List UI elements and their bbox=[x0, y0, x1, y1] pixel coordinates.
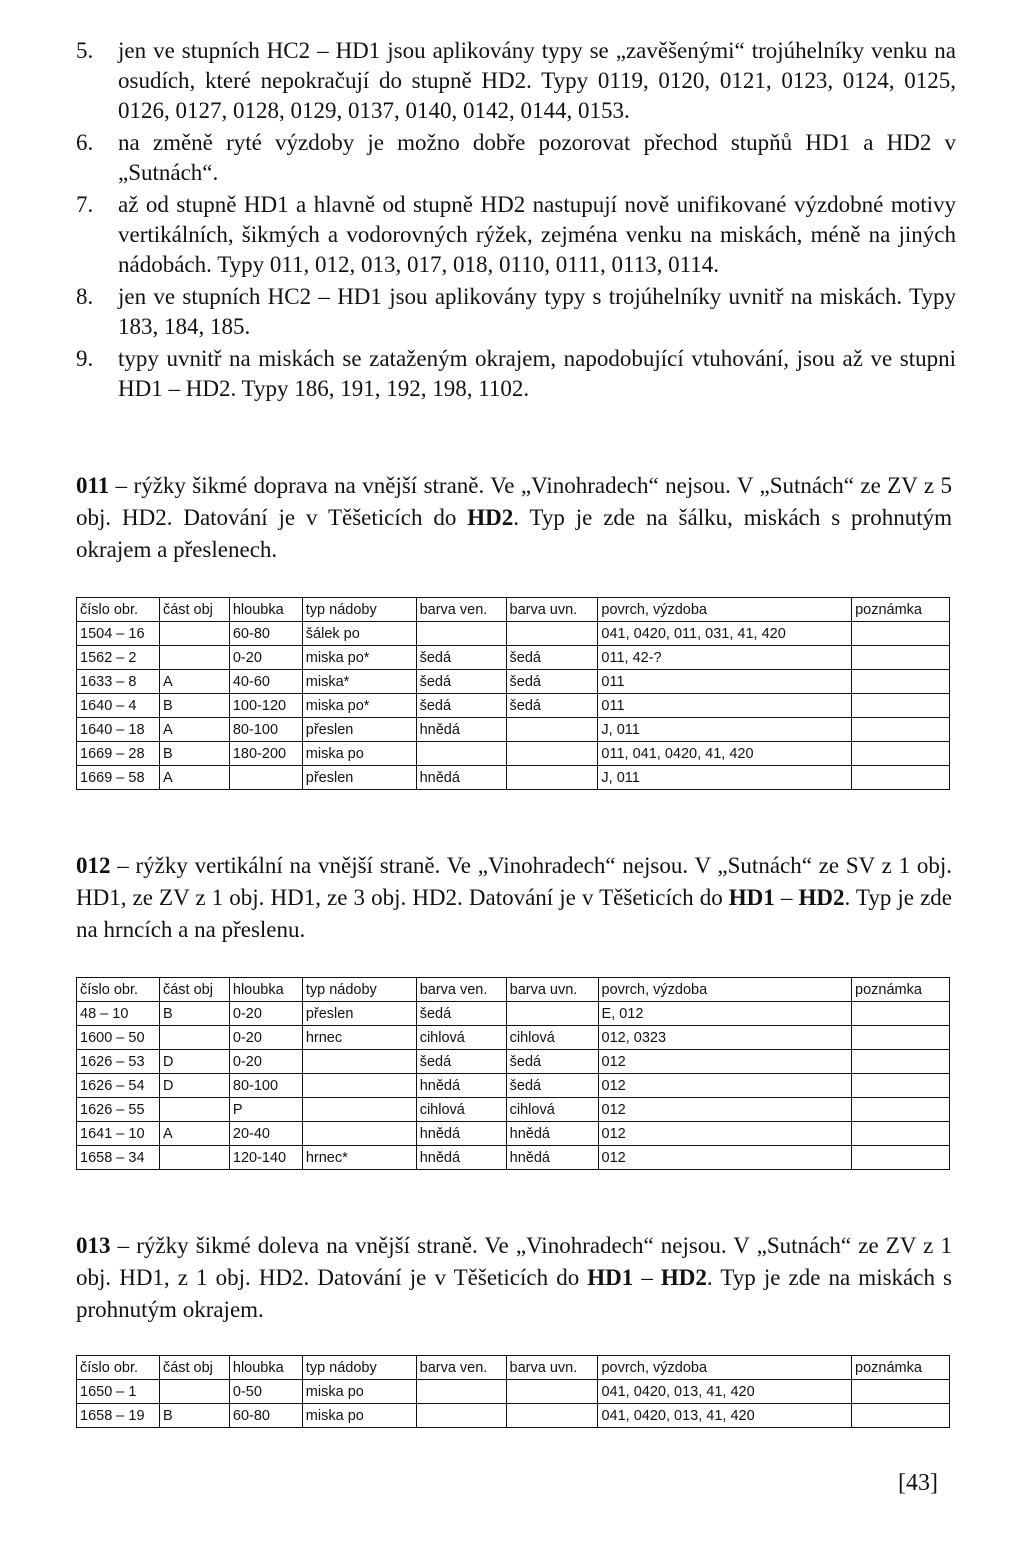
col-poznamka-cell bbox=[852, 1122, 950, 1146]
col-barva-ven-cell: cihlová bbox=[416, 1026, 506, 1050]
col-hloubka-cell: 0-20 bbox=[229, 646, 302, 670]
col-typ-nadoby-cell: miska po bbox=[302, 742, 416, 766]
col-povrch-vyzdoba-header: povrch, výzdoba bbox=[598, 598, 852, 622]
col-hloubka-cell bbox=[229, 766, 302, 790]
col-povrch-vyzdoba-cell: 012 bbox=[598, 1074, 851, 1098]
col-povrch-vyzdoba-cell: J, 011 bbox=[598, 718, 852, 742]
col-barva-ven-cell bbox=[416, 1380, 506, 1404]
col-barva-uvn-header: barva uvn. bbox=[506, 978, 598, 1002]
section-bold-text: HD1 bbox=[728, 885, 775, 910]
section-text: . Typ je zde na šálku, miskách s prohnutým okrajem a přeslenech. bbox=[76, 505, 953, 562]
section-bold-text: HD1 bbox=[587, 1265, 634, 1290]
col-poznamka-cell bbox=[852, 670, 950, 694]
table-row bbox=[77, 742, 950, 766]
col-hloubka-cell: 60-80 bbox=[229, 622, 302, 646]
col-hloubka-cell: 80-100 bbox=[229, 1074, 302, 1098]
col-typ-nadoby-cell: miska po bbox=[302, 1404, 416, 1428]
col-barva-uvn-cell: šedá bbox=[506, 670, 598, 694]
col-barva-uvn-cell: cihlová bbox=[506, 1026, 598, 1050]
col-barva-ven-header: barva ven. bbox=[416, 1356, 506, 1380]
col-povrch-vyzdoba-header: povrch, výzdoba bbox=[598, 978, 851, 1002]
col-typ-nadoby-header: typ nádoby bbox=[302, 1356, 416, 1380]
col-povrch-vyzdoba-cell: 012 bbox=[598, 1122, 851, 1146]
col-barva-ven-header: barva ven. bbox=[416, 598, 506, 622]
col-barva-ven-cell: cihlová bbox=[416, 1098, 506, 1122]
col-barva-uvn-cell bbox=[506, 718, 598, 742]
col-poznamka-cell bbox=[852, 766, 950, 790]
col-poznamka-cell bbox=[852, 1098, 950, 1122]
list-item bbox=[76, 190, 956, 280]
col-cislo-obr-cell: 1669 – 28 bbox=[77, 742, 160, 766]
col-poznamka-header: poznámka bbox=[852, 598, 950, 622]
col-cast-obj-cell: B bbox=[159, 742, 229, 766]
col-barva-ven-cell bbox=[416, 1404, 506, 1428]
col-poznamka-header: poznámka bbox=[852, 1356, 950, 1380]
col-povrch-vyzdoba-cell: 041, 0420, 013, 41, 420 bbox=[598, 1380, 852, 1404]
table-row bbox=[77, 1122, 950, 1146]
col-barva-ven-cell: šedá bbox=[416, 694, 506, 718]
list-item-text: až od stupně HD1 a hlavně od stupně HD2 nastupují nově unifikované výzdobné motivy vertikálních, šikmých a vodorovných rýžek, zejména venku na miskách, méně na jiných nádobách. Typy 011, 012, 013, 017, 018, 0110, 0111, 0113, 0114. bbox=[118, 192, 956, 277]
section-bold-text: HD2 bbox=[798, 885, 845, 910]
col-cast-obj-cell bbox=[159, 1380, 229, 1404]
col-barva-uvn-cell: hnědá bbox=[506, 1146, 598, 1170]
col-cast-obj-cell: D bbox=[159, 1050, 229, 1074]
col-cislo-obr-cell: 1640 – 4 bbox=[77, 694, 160, 718]
col-povrch-vyzdoba-cell: 012 bbox=[598, 1050, 851, 1074]
col-poznamka-cell bbox=[852, 1404, 950, 1428]
col-barva-uvn-cell: šedá bbox=[506, 694, 598, 718]
table-row bbox=[77, 1074, 950, 1098]
table-row bbox=[77, 622, 950, 646]
col-cislo-obr-cell: 1669 – 58 bbox=[77, 766, 160, 790]
col-cast-obj-header: část obj bbox=[159, 978, 229, 1002]
col-barva-ven-cell: šedá bbox=[416, 646, 506, 670]
col-povrch-vyzdoba-cell: 011 bbox=[598, 694, 852, 718]
col-typ-nadoby-cell: miska po bbox=[302, 1380, 416, 1404]
col-cast-obj-cell bbox=[159, 1146, 229, 1170]
section-code: 013 bbox=[76, 1233, 111, 1258]
col-hloubka-header: hloubka bbox=[229, 1356, 302, 1380]
col-typ-nadoby-cell bbox=[302, 1098, 416, 1122]
col-barva-ven-cell: hnědá bbox=[416, 766, 506, 790]
col-typ-nadoby-cell: přeslen bbox=[302, 1002, 416, 1026]
col-barva-uvn-cell bbox=[506, 1002, 598, 1026]
table-header-row bbox=[77, 598, 950, 622]
col-poznamka-cell bbox=[852, 742, 950, 766]
col-cast-obj-cell: A bbox=[159, 670, 229, 694]
section-text: – rýžky vertikální na vnější straně. Ve „Vinohradech“ nejsou. V „Sutnách“ ze SV z 1 obj. HD1, ze ZV z 1 obj. HD1, ze 3 obj. HD2. Datování je v Těšeticích do bbox=[76, 853, 952, 910]
col-hloubka-cell: 40-60 bbox=[229, 670, 302, 694]
col-hloubka-cell: 120-140 bbox=[229, 1146, 302, 1170]
col-poznamka-header: poznámka bbox=[852, 978, 950, 1002]
section-text: . Typ je zde na miskách s prohnutým okrajem. bbox=[76, 1265, 952, 1322]
section-011-table bbox=[76, 597, 950, 790]
col-poznamka-cell bbox=[852, 1026, 950, 1050]
table-row bbox=[77, 1026, 950, 1050]
col-hloubka-cell: 0-20 bbox=[229, 1002, 302, 1026]
list-item bbox=[76, 344, 956, 404]
col-barva-uvn-cell bbox=[506, 766, 598, 790]
table-row bbox=[77, 1098, 950, 1122]
col-cislo-obr-cell: 1640 – 18 bbox=[77, 718, 160, 742]
col-barva-uvn-cell: šedá bbox=[506, 1050, 598, 1074]
col-povrch-vyzdoba-cell: E, 012 bbox=[598, 1002, 851, 1026]
col-cast-obj-header: část obj bbox=[159, 598, 229, 622]
col-barva-ven-cell: šedá bbox=[416, 1050, 506, 1074]
col-cislo-obr-header: číslo obr. bbox=[77, 598, 160, 622]
col-hloubka-cell: 0-50 bbox=[229, 1380, 302, 1404]
col-typ-nadoby-cell bbox=[302, 1074, 416, 1098]
col-barva-uvn-cell: šedá bbox=[506, 1074, 598, 1098]
col-povrch-vyzdoba-cell: 041, 0420, 011, 031, 41, 420 bbox=[598, 622, 852, 646]
table-row bbox=[77, 646, 950, 670]
col-barva-uvn-cell bbox=[506, 622, 598, 646]
col-poznamka-cell bbox=[852, 1380, 950, 1404]
col-barva-uvn-cell: cihlová bbox=[506, 1098, 598, 1122]
col-cast-obj-cell: B bbox=[159, 1404, 229, 1428]
page-number: [43] bbox=[898, 1470, 938, 1496]
list-item bbox=[76, 36, 956, 126]
col-cislo-obr-cell: 1658 – 19 bbox=[77, 1404, 160, 1428]
section-text: – bbox=[774, 885, 799, 910]
col-poznamka-cell bbox=[852, 646, 950, 670]
col-cast-obj-cell bbox=[159, 622, 229, 646]
col-typ-nadoby-cell: miska po* bbox=[302, 646, 416, 670]
table-row bbox=[77, 694, 950, 718]
col-povrch-vyzdoba-cell: 011, 42-? bbox=[598, 646, 852, 670]
col-povrch-vyzdoba-header: povrch, výzdoba bbox=[598, 1356, 852, 1380]
section-bold-text: HD2 bbox=[467, 505, 514, 530]
col-poznamka-cell bbox=[852, 622, 950, 646]
col-cast-obj-cell bbox=[159, 1098, 229, 1122]
col-barva-ven-cell: hnědá bbox=[416, 1122, 506, 1146]
numbered-list bbox=[76, 36, 956, 406]
col-hloubka-cell: P bbox=[229, 1098, 302, 1122]
list-item bbox=[76, 128, 956, 188]
section-013-table bbox=[76, 1355, 950, 1428]
col-cislo-obr-cell: 1633 – 8 bbox=[77, 670, 160, 694]
col-povrch-vyzdoba-cell: J, 011 bbox=[598, 766, 852, 790]
col-typ-nadoby-cell: přeslen bbox=[302, 718, 416, 742]
list-item-text: na změně ryté výzdoby je možno dobře pozorovat přechod stupňů HD1 a HD2 v „Sutnách“. bbox=[118, 130, 956, 185]
col-barva-ven-cell bbox=[416, 622, 506, 646]
col-povrch-vyzdoba-cell: 012 bbox=[598, 1098, 851, 1122]
col-hloubka-cell: 80-100 bbox=[229, 718, 302, 742]
col-poznamka-cell bbox=[852, 1002, 950, 1026]
col-povrch-vyzdoba-cell: 011 bbox=[598, 670, 852, 694]
section-013-paragraph bbox=[76, 1230, 952, 1326]
table-row bbox=[77, 1002, 950, 1026]
table-row bbox=[77, 1050, 950, 1074]
col-typ-nadoby-cell: přeslen bbox=[302, 766, 416, 790]
col-typ-nadoby-header: typ nádoby bbox=[302, 598, 416, 622]
col-cislo-obr-cell: 1626 – 55 bbox=[77, 1098, 160, 1122]
table-row bbox=[77, 1380, 950, 1404]
list-item-number: 9. bbox=[76, 346, 94, 371]
table-header-row bbox=[77, 978, 950, 1002]
table-row bbox=[77, 1146, 950, 1170]
section-text: – rýžky šikmé doleva na vnější straně. Ve „Vinohradech“ nejsou. V „Sutnách“ ze ZV z 1 obj. HD1, z 1 obj. HD2. Datování je v Těšeticích do bbox=[76, 1233, 952, 1290]
col-cislo-obr-cell: 48 – 10 bbox=[77, 1002, 160, 1026]
col-cast-obj-cell bbox=[159, 1026, 229, 1050]
table-row bbox=[77, 670, 950, 694]
list-item-number: 8. bbox=[76, 284, 94, 309]
col-cislo-obr-header: číslo obr. bbox=[77, 978, 160, 1002]
col-cislo-obr-cell: 1626 – 54 bbox=[77, 1074, 160, 1098]
col-barva-ven-cell: hnědá bbox=[416, 1074, 506, 1098]
table-header-row bbox=[77, 1356, 950, 1380]
col-cast-obj-cell: A bbox=[159, 1122, 229, 1146]
list-item-number: 6. bbox=[76, 130, 94, 155]
col-cislo-obr-cell: 1600 – 50 bbox=[77, 1026, 160, 1050]
list-item-text: jen ve stupních HC2 – HD1 jsou aplikovány typy s trojúhelníky uvnitř na miskách. Typy 183, 184, 185. bbox=[118, 284, 956, 339]
col-barva-uvn-cell bbox=[506, 1380, 598, 1404]
col-hloubka-cell: 20-40 bbox=[229, 1122, 302, 1146]
list-item-text: jen ve stupních HC2 – HD1 jsou aplikovány typy se „zavěšenými“ trojúhelníky venku na osudích, které nepokračují do stupně HD2. Typy 0119, 0120, 0121, 0123, 0124, 0125, 0126, 0127, 0128, 0129, 0137, 0140, 0142, 0144, 0153. bbox=[118, 38, 956, 123]
col-povrch-vyzdoba-cell: 041, 0420, 013, 41, 420 bbox=[598, 1404, 852, 1428]
col-barva-uvn-cell: hnědá bbox=[506, 1122, 598, 1146]
col-typ-nadoby-cell: miska* bbox=[302, 670, 416, 694]
col-barva-uvn-cell bbox=[506, 1404, 598, 1428]
section-code: 012 bbox=[76, 853, 111, 878]
col-cast-obj-cell: A bbox=[159, 718, 229, 742]
list-item-number: 7. bbox=[76, 192, 94, 217]
col-barva-ven-cell bbox=[416, 742, 506, 766]
col-poznamka-cell bbox=[852, 1146, 950, 1170]
col-barva-ven-cell: šedá bbox=[416, 670, 506, 694]
col-cislo-obr-cell: 1650 – 1 bbox=[77, 1380, 160, 1404]
table-row bbox=[77, 718, 950, 742]
col-barva-ven-cell: hnědá bbox=[416, 718, 506, 742]
col-typ-nadoby-cell: hrnec* bbox=[302, 1146, 416, 1170]
col-barva-uvn-header: barva uvn. bbox=[506, 598, 598, 622]
col-barva-uvn-cell bbox=[506, 742, 598, 766]
col-cislo-obr-cell: 1562 – 2 bbox=[77, 646, 160, 670]
col-cast-obj-cell bbox=[159, 646, 229, 670]
col-typ-nadoby-cell: hrnec bbox=[302, 1026, 416, 1050]
col-poznamka-cell bbox=[852, 1074, 950, 1098]
col-typ-nadoby-cell bbox=[302, 1050, 416, 1074]
col-povrch-vyzdoba-cell: 012, 0323 bbox=[598, 1026, 851, 1050]
list-item-number: 5. bbox=[76, 38, 94, 63]
col-hloubka-cell: 180-200 bbox=[229, 742, 302, 766]
col-hloubka-cell: 60-80 bbox=[229, 1404, 302, 1428]
col-cislo-obr-cell: 1626 – 53 bbox=[77, 1050, 160, 1074]
section-text: – rýžky šikmé doprava na vnější straně. Ve „Vinohradech“ nejsou. V „Sutnách“ ze ZV z 5 obj. HD2. Datování je v Těšeticích do bbox=[76, 473, 952, 530]
list-item-text: typy uvnitř na miskách se zataženým okrajem, napodobující vtuhování, jsou až ve stupni HD1 – HD2. Typy 186, 191, 192, 198, 1102. bbox=[118, 346, 956, 401]
col-cast-obj-header: část obj bbox=[159, 1356, 229, 1380]
list-item bbox=[76, 282, 956, 342]
col-typ-nadoby-cell: šálek po bbox=[302, 622, 416, 646]
col-barva-uvn-cell: šedá bbox=[506, 646, 598, 670]
section-012-paragraph bbox=[76, 850, 952, 946]
col-cislo-obr-cell: 1658 – 34 bbox=[77, 1146, 160, 1170]
col-barva-uvn-header: barva uvn. bbox=[506, 1356, 598, 1380]
col-cast-obj-cell: B bbox=[159, 1002, 229, 1026]
col-cast-obj-cell: D bbox=[159, 1074, 229, 1098]
table-row bbox=[77, 766, 950, 790]
col-cast-obj-cell: A bbox=[159, 766, 229, 790]
col-hloubka-cell: 0-20 bbox=[229, 1050, 302, 1074]
col-cast-obj-cell: B bbox=[159, 694, 229, 718]
section-text: . Typ je zde na hrncích a na přeslenu. bbox=[76, 885, 952, 942]
col-typ-nadoby-cell bbox=[302, 1122, 416, 1146]
col-typ-nadoby-cell: miska po* bbox=[302, 694, 416, 718]
col-hloubka-cell: 0-20 bbox=[229, 1026, 302, 1050]
col-hloubka-cell: 100-120 bbox=[229, 694, 302, 718]
col-hloubka-header: hloubka bbox=[229, 978, 302, 1002]
col-hloubka-header: hloubka bbox=[229, 598, 302, 622]
col-barva-ven-cell: hnědá bbox=[416, 1146, 506, 1170]
section-012-table bbox=[76, 977, 950, 1170]
col-typ-nadoby-header: typ nádoby bbox=[302, 978, 416, 1002]
col-povrch-vyzdoba-cell: 012 bbox=[598, 1146, 851, 1170]
col-cislo-obr-cell: 1504 – 16 bbox=[77, 622, 160, 646]
col-cislo-obr-cell: 1641 – 10 bbox=[77, 1122, 160, 1146]
table-row bbox=[77, 1404, 950, 1428]
section-011-paragraph bbox=[76, 470, 952, 566]
section-code: 011 bbox=[76, 473, 110, 498]
section-bold-text: HD2 bbox=[660, 1265, 707, 1290]
section-text: – bbox=[633, 1265, 661, 1290]
col-poznamka-cell bbox=[852, 1050, 950, 1074]
col-barva-ven-cell: šedá bbox=[416, 1002, 506, 1026]
col-poznamka-cell bbox=[852, 718, 950, 742]
col-povrch-vyzdoba-cell: 011, 041, 0420, 41, 420 bbox=[598, 742, 852, 766]
col-barva-ven-header: barva ven. bbox=[416, 978, 506, 1002]
col-cislo-obr-header: číslo obr. bbox=[77, 1356, 160, 1380]
col-poznamka-cell bbox=[852, 694, 950, 718]
